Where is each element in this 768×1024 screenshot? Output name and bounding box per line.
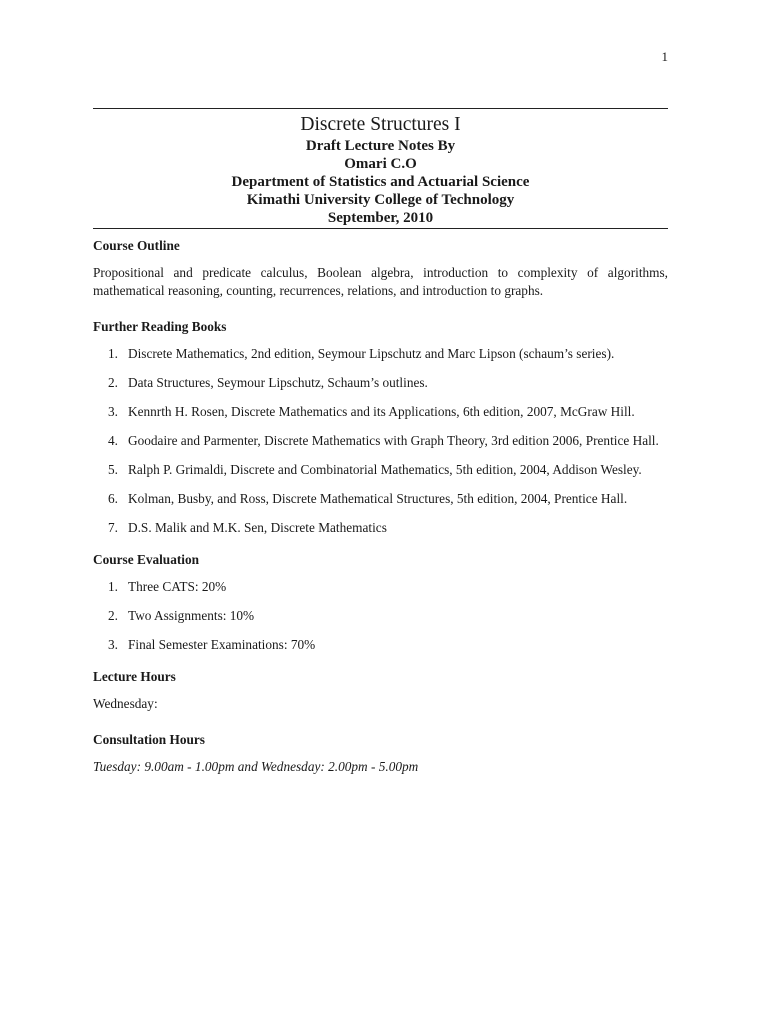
lecture-hours-text: Wednesday: xyxy=(93,696,158,711)
list-item xyxy=(93,519,668,537)
department-name: Department of Statistics and Actuarial Science xyxy=(231,174,530,190)
document-date: September, 2010 xyxy=(327,210,434,226)
list-item xyxy=(93,607,668,625)
document-title: Discrete Structures I xyxy=(300,114,461,135)
section-heading-lecture-hours: Lecture Hours xyxy=(93,669,176,684)
section-heading-course-outline: Course Outline xyxy=(93,238,180,253)
course-outline-text: Propositional and predicate calculus, Boolean algebra, introduction to complexity of algorithms, mathematical reasoning, counting, recurrences, relations, and introduction to graphs. xyxy=(93,265,668,298)
list-item-number: 1. xyxy=(108,346,118,361)
page-number: 1 xyxy=(661,49,668,64)
list-item-text: Ralph P. Grimaldi, Discrete and Combinatorial Mathematics, 5th edition, 2004, Addison Wesley. xyxy=(128,462,642,477)
course-evaluation-list xyxy=(93,578,668,654)
list-item-number: 3. xyxy=(108,637,118,652)
subtitle-line: Draft Lecture Notes By xyxy=(305,138,456,154)
section-heading-consultation-hours: Consultation Hours xyxy=(93,732,205,747)
list-item-number: 2. xyxy=(108,608,118,623)
section-heading-course-evaluation: Course Evaluation xyxy=(93,552,200,567)
list-item-text: Discrete Mathematics, 2nd edition, Seymour Lipschutz and Marc Lipson (schaum’s series). xyxy=(128,346,615,361)
list-item xyxy=(93,578,668,596)
list-item xyxy=(93,636,668,654)
list-item xyxy=(93,490,668,508)
list-item xyxy=(93,345,668,363)
title-block xyxy=(93,108,668,229)
institution-name: Kimathi University College of Technology xyxy=(246,192,515,208)
list-item-text: Kennrth H. Rosen, Discrete Mathematics and its Applications, 6th edition, 2007, McGraw Hill. xyxy=(128,404,635,419)
list-item-text: Final Semester Examinations: 70% xyxy=(128,637,316,652)
author-name: Omari C.O xyxy=(344,156,417,172)
list-item-number: 6. xyxy=(108,491,118,506)
list-item-number: 4. xyxy=(108,433,118,448)
list-item-text: Two Assignments: 10% xyxy=(128,608,255,623)
list-item xyxy=(93,461,668,479)
list-item-number: 3. xyxy=(108,404,118,419)
list-item-number: 5. xyxy=(108,462,118,477)
list-item-text: D.S. Malik and M.K. Sen, Discrete Mathematics xyxy=(128,520,387,535)
consultation-hours-text: Tuesday: 9.00am - 1.00pm and Wednesday: 2.00pm - 5.00pm xyxy=(93,759,419,774)
list-item xyxy=(93,403,668,421)
document-body xyxy=(93,237,668,794)
list-item-number: 7. xyxy=(108,520,118,535)
section-heading-further-reading: Further Reading Books xyxy=(93,319,227,334)
list-item-text: Data Structures, Seymour Lipschutz, Schaum’s outlines. xyxy=(128,375,428,390)
list-item xyxy=(93,432,668,450)
list-item xyxy=(93,374,668,392)
list-item-text: Goodaire and Parmenter, Discrete Mathematics with Graph Theory, 3rd edition 2006, Prentice Hall. xyxy=(128,433,659,448)
list-item-text: Three CATS: 20% xyxy=(128,579,227,594)
list-item-number: 1. xyxy=(108,579,118,594)
further-reading-list xyxy=(93,345,668,537)
list-item-number: 2. xyxy=(108,375,118,390)
list-item-text: Kolman, Busby, and Ross, Discrete Mathematical Structures, 5th edition, 2004, Prentice Hall. xyxy=(128,491,628,506)
